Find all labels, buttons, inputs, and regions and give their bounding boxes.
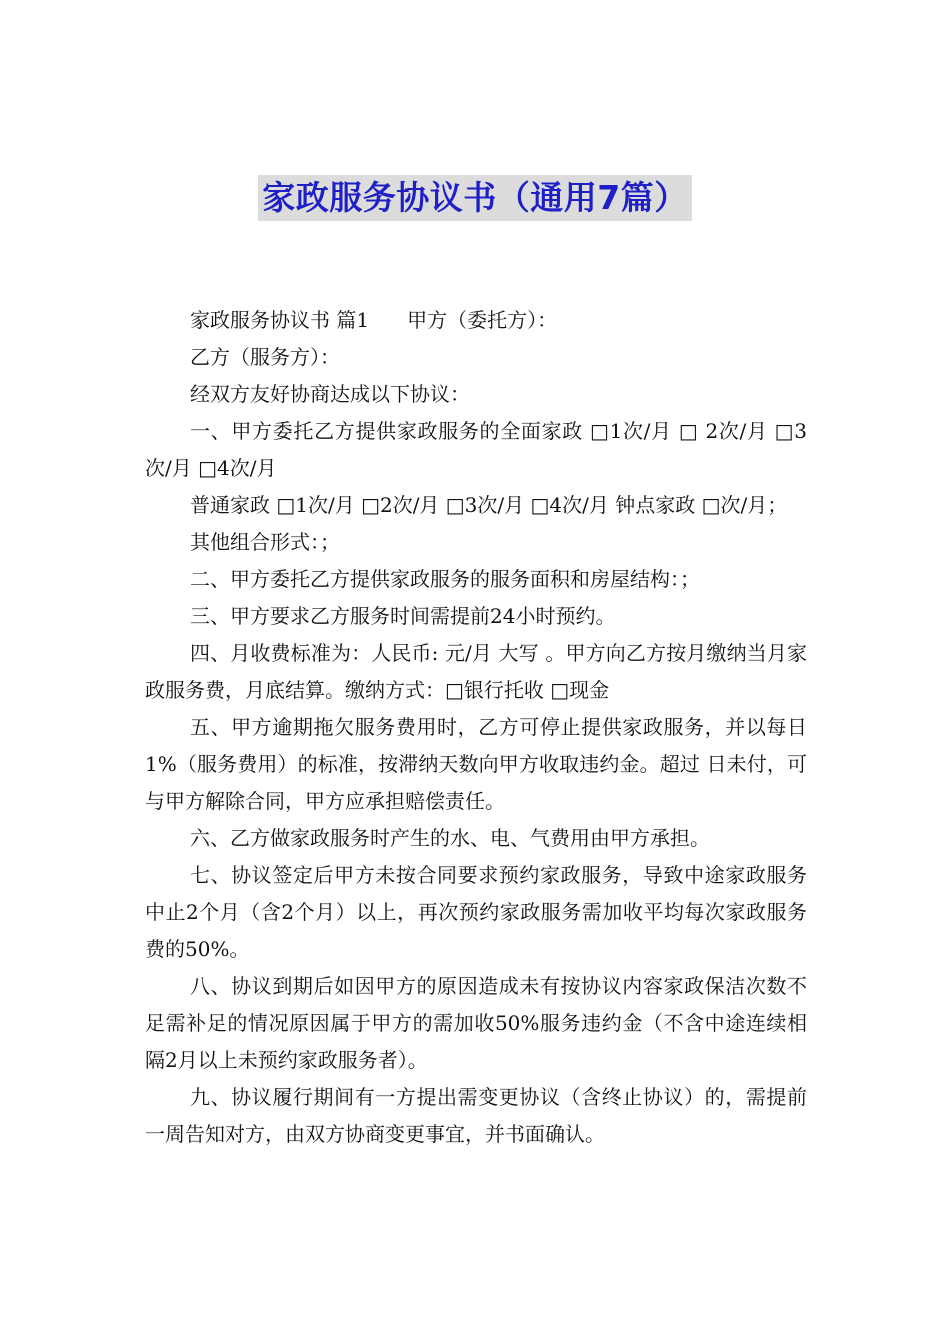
title-container [0, 175, 950, 221]
paragraph: 五、甲方逾期拖欠服务费用时，乙方可停止提供家政服务，并以每日1%（服务费用）的标准，按滞纳天数向甲方收取违约金。超过 日未付，可与甲方解除合同，甲方应承担赔偿责任。 [145, 715, 807, 813]
paragraph: 一、甲方委托乙方提供家政服务的全面家政 □1次/月 □ 2次/月 □3次/月 □4次/月 [145, 419, 807, 480]
paragraph: 四、月收费标准为：人民币: 元/月 大写 。甲方向乙方按月缴纳当月家政服务费，月底结算。缴纳方式：□银行托收 □现金 [145, 641, 807, 702]
paragraph: 其他组合形式：； [190, 530, 340, 554]
paragraph: 经双方友好协商达成以下协议： [190, 382, 470, 406]
document-body [145, 302, 807, 1153]
paragraph: 九、协议履行期间有一方提出需变更协议（含终止协议）的，需提前一周告知对方，由双方协商变更事宜，并书面确认。 [145, 1085, 807, 1146]
paragraph: 八、协议到期后如因甲方的原因造成未有按协议内容家政保洁次数不足需补足的情况原因属于甲方的需加收50%服务违约金（不含中途连续相隔2月以上未预约家政服务者）。 [145, 974, 807, 1072]
document-title: 家政服务协议书（通用7篇） [258, 175, 691, 221]
paragraph: 普通家政 □1次/月 □2次/月 □3次/月 □4次/月 钟点家政 □次/月； [190, 493, 788, 517]
paragraph: 乙方（服务方）： [190, 345, 340, 369]
paragraph: 二、甲方委托乙方提供家政服务的服务面积和房屋结构：； [190, 567, 700, 591]
section-heading: 家政服务协议书 篇1 [190, 308, 370, 332]
paragraph: 三、甲方要求乙方服务时间需提前24小时预约。 [190, 604, 616, 628]
paragraph: 六、乙方做家政服务时产生的水、电、气费用由甲方承担。 [190, 826, 710, 850]
paragraph: 七、协议签定后甲方未按合同要求预约家政服务，导致中途家政服务中止2个月（含2个月）以上，再次预约家政服务需加收平均每次家政服务费的50%。 [145, 863, 807, 961]
paragraph-heading [145, 302, 807, 339]
party-a-label: 甲方（委托方）： [407, 308, 558, 332]
